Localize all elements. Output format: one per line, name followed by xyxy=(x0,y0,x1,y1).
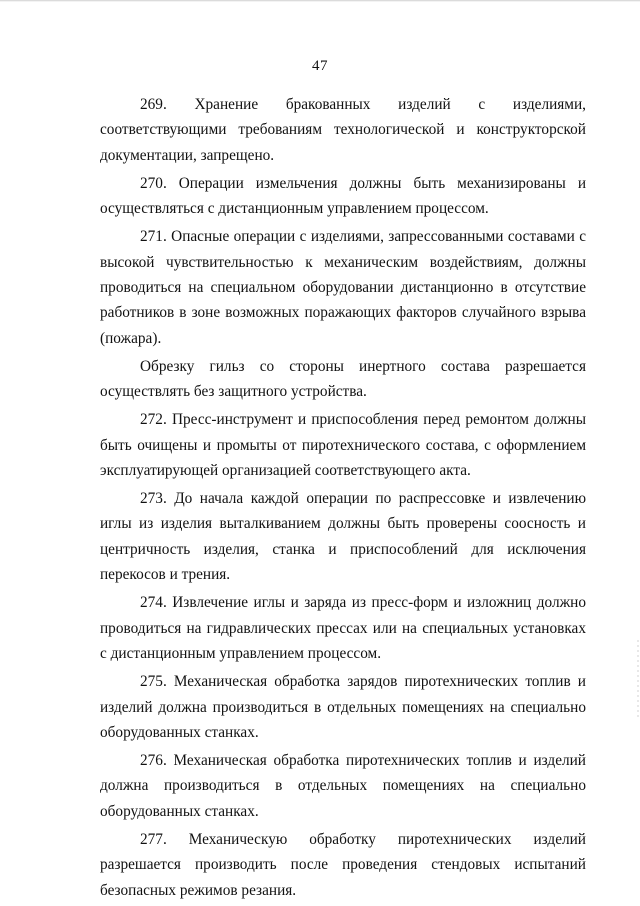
paragraph-274: 274. Извлечение иглы и заряда из пресс-форм и изложниц должно проводиться на гидравлических прессах или на специальных установках с дистанционным управлением процессом. xyxy=(100,594,586,663)
paragraph-271: 271. Опасные операции с изделиями, запрессованными составами с высокой чувствительностью к механическим воздействиям, должны проводиться на специальном оборудовании дистанционно в отсутствие работников в зоне возможных поражающих факторов случайного взрыва (пожара). xyxy=(100,228,586,347)
paragraph-269: 269. Хранение бракованных изделий с изделиями, соответствующими требованиям технологической и конструкторской документации, запрещено. xyxy=(100,96,586,164)
paragraph-270: 270. Операции измельчения должны быть механизированы и осуществляться с дистанционным управлением процессом. xyxy=(100,174,586,218)
paragraph-277: 277. Механическую обработку пиротехнических изделий разрешается производить после проведения стендовых испытаний безопасных режимов резания. xyxy=(100,830,586,899)
paragraph-273: 273. До начала каждой операции по распрессовке и извлечению иглы из изделия выталкиванием должны быть проверены соосность и центричность изделия, станка и приспособлений для исключения перекосов и трения. xyxy=(100,490,586,584)
scan-edge-top xyxy=(0,0,640,2)
paragraph-272: 272. Пресс-инструмент и приспособления перед ремонтом должны быть очищены и промыты от пиротехнического состава, с оформлением эксплуатирующей организацией соответствующего акта. xyxy=(100,411,586,480)
scan-edge-right xyxy=(637,640,639,720)
paragraph-271-note: Обрезку гильз со стороны инертного состава разрешается осуществлять без защитного устройства. xyxy=(100,357,586,401)
page-number: 47 xyxy=(312,58,328,74)
paragraph-276: 276. Механическая обработка пиротехнических топлив и изделий должна производиться в отдельных помещениях на специально оборудованных станках. xyxy=(100,751,586,820)
document-body xyxy=(100,92,586,906)
paragraph-275: 275. Механическая обработка зарядов пиротехнических топлив и изделий должна производиться в отдельных помещениях на специально оборудованных станках. xyxy=(100,673,586,741)
